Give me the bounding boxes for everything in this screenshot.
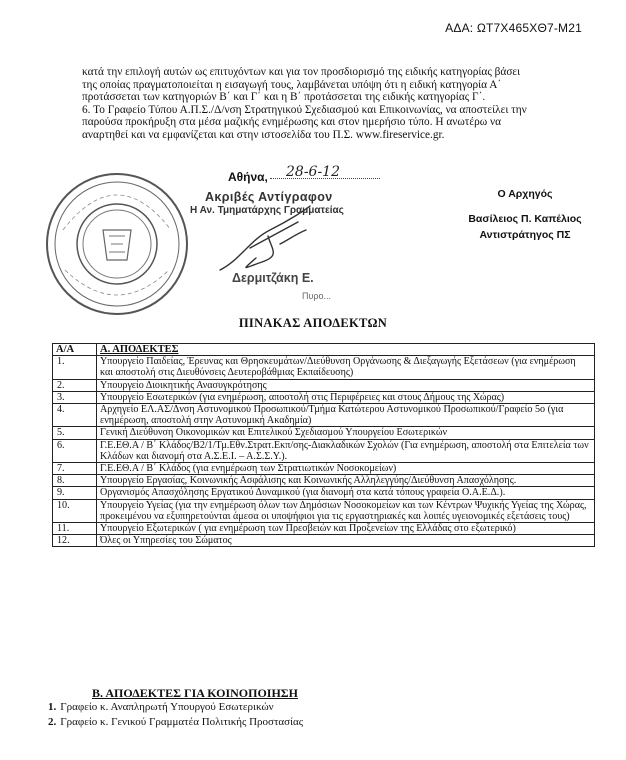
signatory-rank: Αντιστράτηγος ΠΣ: [479, 229, 571, 241]
cc-title: Β. ΑΠΟΔΕΚΤΕΣ ΓΙΑ ΚΟΙΝΟΠΟΙΗΣΗ: [92, 686, 298, 700]
recipients-table: [52, 343, 595, 547]
row-num: 9.: [53, 487, 97, 499]
stamp-name: Δερμιτζάκη Ε.: [232, 271, 314, 285]
table-row: [53, 427, 595, 439]
cc-item-num: 2.: [48, 716, 57, 728]
row-num: 7.: [53, 463, 97, 475]
row-num: 2.: [53, 379, 97, 391]
col-recipient-header: Α. ΑΠΟΔΕΚΤΕΣ: [97, 344, 595, 356]
table-row: [53, 379, 595, 391]
signatory-block: [440, 186, 610, 243]
body-line: παρούσα προκήρυξη στα μέσα μαζικής ενημέρωσης και στον ημερήσιο τύπο. Η ανωτέρω να: [82, 116, 502, 129]
row-num: 10.: [53, 499, 97, 522]
certified-copy-label: Ακριβές Αντίγραφον: [205, 190, 333, 204]
col-num-header: Α/Α: [53, 344, 97, 356]
official-seal-icon: [43, 170, 191, 318]
body-paragraph: [82, 66, 590, 142]
table-row: [53, 439, 595, 462]
row-num: 12.: [53, 535, 97, 547]
table-row: [53, 523, 595, 535]
table-row: [53, 463, 595, 475]
row-text: Υπουργείο Εσωτερικών (για ενημέρωση, αποστολή στις Περιφέρειες και στους Δήμους της Χώρας): [97, 391, 595, 403]
row-text: Όλες οι Υπηρεσίες του Σώματος: [97, 535, 595, 547]
table-row: [53, 535, 595, 547]
stamp-role: Πυρο...: [302, 291, 332, 301]
row-text: Οργανισμός Απασχόλησης Εργατικού Δυναμικού (για διανομή στα κατά τόπους γραφεία Ο.Α.Ε.Δ.).: [97, 487, 595, 499]
body-line: κατά την επιλογή αυτών ως επιτυχόντων και για τον προσδιορισμό της ειδικής κατηγορίας βάσει: [82, 66, 521, 78]
table-row: [53, 356, 595, 379]
row-text: Υπουργείο Διοικητικής Ανασυγκρότησης: [97, 379, 595, 391]
ada-code: ΑΔΑ: ΩΤ7Χ465ΧΘ7-Μ21: [445, 21, 582, 35]
table-row: [53, 475, 595, 487]
table-title: ΠΙΝΑΚΑΣ ΑΠΟΔΕΚΤΩΝ: [238, 316, 388, 330]
cc-item-text: Γραφείο κ. Γενικού Γραμματέα Πολιτικής Προστασίας: [60, 716, 304, 728]
table-row: [53, 487, 595, 499]
row-num: 1.: [53, 356, 97, 379]
body-line: αναρτηθεί και να εμφανίζεται και στην ιστοσελίδα του Π.Σ. www.fireservice.gr.: [82, 128, 445, 141]
row-text: Υπουργείο Υγείας (για την ενημέρωση όλων των Δημόσιων Νοσοκομείων και των Κέντρων Ψυχικής Υγείας της Χώρας, προκειμένου να εξυπηρετούνται άμεσα οι υποψήφιοι για τις εργαστηριακές και λοιπές υγειονομικές εξετάσεις τους): [97, 499, 595, 522]
cc-item-num: 1.: [48, 701, 57, 713]
cc-list: [48, 700, 303, 730]
body-line: της οποίας πραγματοποιείται η εισαγωγή τους, λαμβάνεται υπόψη ότι η ειδική κατηγορία Α΄: [82, 78, 502, 91]
row-text: Αρχηγείο ΕΛ.ΑΣ/Δνση Αστυνομικού Προσωπικού/Τμήμα Κατώτερου Αστυνομικού Προσωπικού/Γραφείο 5ο (για ενημέρωση, αποστολή στην Αστυνομική Ακαδημία): [97, 404, 595, 427]
cc-item: [48, 715, 303, 730]
cc-item: [48, 700, 303, 715]
signature-icon: [210, 200, 330, 280]
body-line: 6. Το Γραφείο Τύπου Α.Π.Σ./Δ/νση Στρατηγικού Σχεδιασμού και Επικοινωνίας, να αποστείλει την: [82, 103, 527, 116]
date-value: 28-6-12: [286, 164, 340, 180]
signatory-name: Βασίλειος Π. Καπέλιος: [468, 213, 582, 225]
row-num: 3.: [53, 391, 97, 403]
row-num: 11.: [53, 523, 97, 535]
body-line: προτάσσεται των κατηγοριών Β΄ και Γ΄ και η Β΄ προτάσσεται της ειδικής κατηγορίας Γ΄.: [82, 91, 486, 104]
row-text: Υπουργείο Εξωτερικών ( για ενημέρωση των Πρεσβειών και Προξενείων της Ελλάδας στο εξωτερικό): [97, 523, 595, 535]
row-num: 5.: [53, 427, 97, 439]
secretary-label: Η Αν. Τμηματάρχης Γραμματείας: [190, 205, 344, 216]
row-text: Υπουργείο Εργασίας, Κοινωνικής Ασφάλισης και Κοινωνικής Αλληλεγγύης/Διεύθυνση Απασχόλησης.: [97, 475, 595, 487]
row-text: Γενική Διεύθυνση Οικονομικών και Επιτελικού Σχεδιασμού Υπουργείου Εσωτερικών: [97, 427, 595, 439]
table-row: [53, 391, 595, 403]
table-row: [53, 499, 595, 522]
row-text: Υπουργείο Παιδείας, Έρευνας και Θρησκευμάτων/Διεύθυνση Οργάνωσης & Διεξαγωγής Εξετάσεων (για ενημέρωση και αποστολή στις Διευθύνσεις Δευτεροβάθμιας Εκπαίδευσης): [97, 356, 595, 379]
date-label: Αθήνα,: [228, 170, 268, 184]
table-row: [53, 404, 595, 427]
table-header-row: [53, 344, 595, 356]
row-num: 8.: [53, 475, 97, 487]
row-num: 4.: [53, 404, 97, 427]
row-text: Γ.Ε.ΕΘ.Α / Β΄ Κλάδος (για ενημέρωση των Στρατιωτικών Νοσοκομείων): [97, 463, 595, 475]
row-num: 6.: [53, 439, 97, 462]
signatory-title: Ο Αρχηγός: [497, 188, 553, 200]
cc-item-text: Γραφείο κ. Αναπληρωτή Υπουργού Εσωτερικών: [60, 701, 274, 713]
row-text: Γ.Ε.ΕΘ.Α / Β΄ Κλάδος/Β2/1/Τμ.Εθν.Στρατ.Εκπ/σης-Διακλαδικών Σχολών (Για ενημέρωση, αποστολή στα Επιτελεία των Κλάδων και διανομή στα Α.Σ.Ε.Ι. – Α.Σ.Σ.Υ.).: [97, 439, 595, 462]
